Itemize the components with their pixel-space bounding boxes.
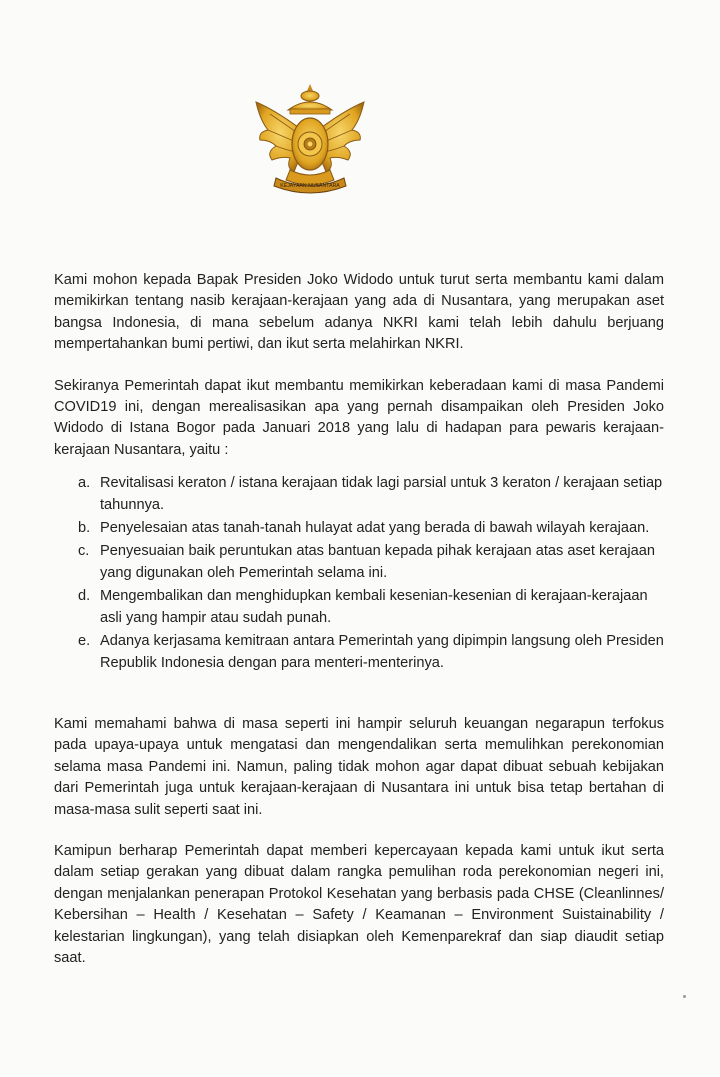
list-marker: b. <box>78 520 91 537</box>
royal-emblem-icon <box>250 80 370 198</box>
ribbon-text: KEJAYAAN NUSANTARA <box>280 183 340 189</box>
list-marker: e. <box>78 633 91 650</box>
requests-list <box>54 473 664 674</box>
letter-body <box>54 270 664 989</box>
list-marker: a. <box>78 475 91 492</box>
paragraph-hope: Sekiranya Pemerintah dapat ikut membantu memikirkan keberadaan kami di masa Pandemi COVID19 ini, dengan merealisasikan apa yang pernah disampaikan oleh Presiden Joko Widodo di Istana Bogor pada Januari 2018 yang lalu di hadapan para pewaris kerajaan-kerajaan Nusantara, yaitu : <box>54 377 664 458</box>
list-marker: c. <box>78 543 90 560</box>
spacer <box>54 700 664 714</box>
list-text: Penyelesaian atas tanah-tanah hulayat adat yang berada di bawah wilayah kerajaan. <box>100 520 650 537</box>
list-item <box>54 518 664 539</box>
list-item <box>54 586 664 629</box>
list-item <box>54 541 664 584</box>
list-text: Mengembalikan dan menghidupkan kembali kesenian-kesenian di kerajaan-kerajaan asli yang hampir atau sudah punah. <box>100 588 648 626</box>
list-text: Revitalisasi keraton / istana kerajaan tidak lagi parsial untuk 3 keraton / kerajaan setiap tahunnya. <box>100 475 663 513</box>
list-text: Penyesuaian baik peruntukan atas bantuan kepada pihak kerajaan atas aset kerajaan yang digunakan oleh Pemerintah selama ini. <box>100 543 655 581</box>
paragraph-understanding: Kami memahami bahwa di masa seperti ini hampir seluruh keuangan negarapun terfokus pada upaya-upaya untuk mengatasi dan mengendalikan serta memulihkan perekonomian selama masa Pandemi ini. Namun, paling tidak mohon agar dapat dibuat sebuah kebijakan dari Pemerintah juga untuk kerajaan-kerajaan di Nusantara ini untuk bisa tetap bertahan di masa-masa sulit seperti saat ini. <box>54 715 664 818</box>
paragraph-request: Kami mohon kepada Bapak Presiden Joko Widodo untuk turut serta membantu kami dalam memikirkan tentang nasib kerajaan-kerajaan yang ada di Nusantara, yang merupakan aset bangsa Indonesia, di mana sebelum adanya NKRI kami telah lebih dahulu berjuang mempertahankan bumi pertiwi, dan ikut serta melahirkan NKRI. <box>54 272 664 353</box>
scan-speck <box>683 995 686 998</box>
list-item <box>54 631 664 674</box>
garuda-crest-icon <box>250 80 370 198</box>
list-item <box>54 473 664 516</box>
list-marker: d. <box>78 588 91 605</box>
paragraph-chse: Kamipun berharap Pemerintah dapat memberi kepercayaan kepada kami untuk ikut serta dalam setiap gerakan yang dibuat dalam rangka pemulihan roda perekonomian negeri ini, dengan menjalankan penerapan Protokol Kesehatan yang berbasis pada CHSE (Cleanlinnes/ Kebersihan – Health / Kesehatan – Safety / Keamanan – Environment Suistainability / kelestarian lingkungan), yang telah disiapkan oleh Kemenparekraf dan siap diaudit setiap saat. <box>54 842 664 966</box>
list-text: Adanya kerjasama kemitraan antara Pemerintah yang dipimpin langsung oleh Presiden Republik Indonesia dengan para menteri-menterinya. <box>100 633 664 671</box>
